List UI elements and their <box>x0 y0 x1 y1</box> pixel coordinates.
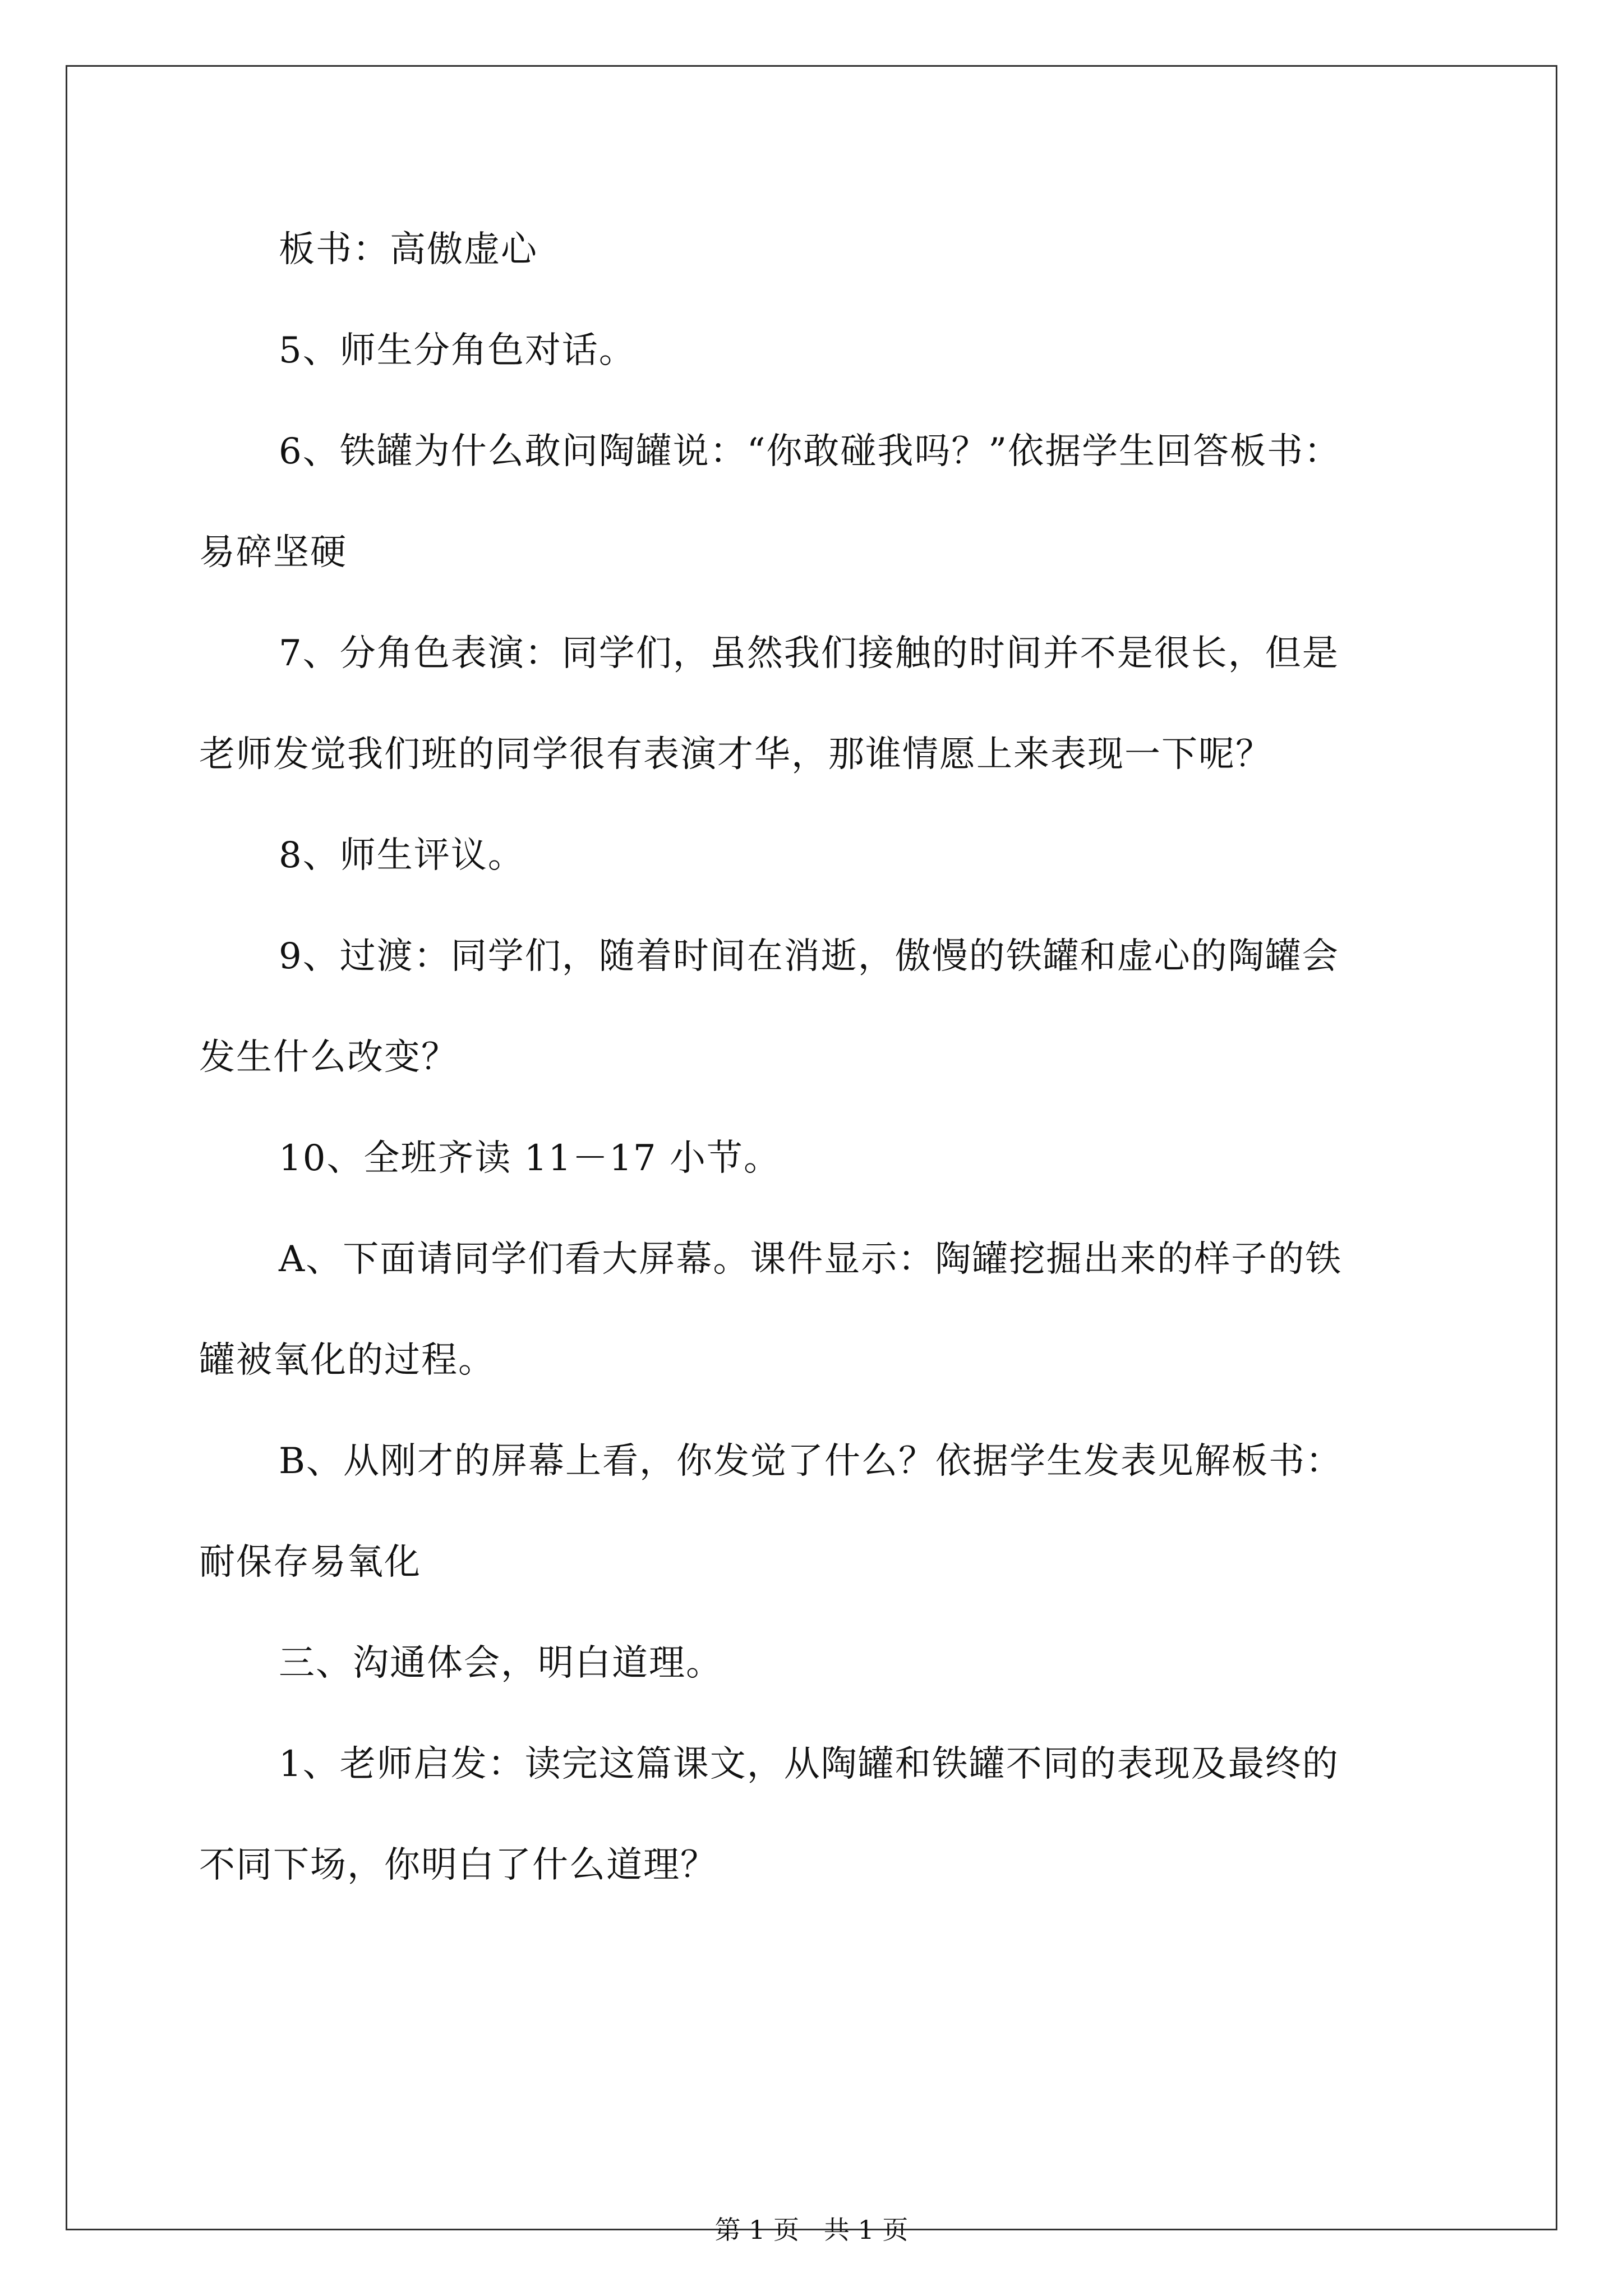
text-line-16: 1、老师启发：读完这篇课文，从陶罐和铁罐不同的表现及最终的 <box>279 1743 1339 1785</box>
text-line-4: 易碎坚硬 <box>199 532 347 573</box>
text-line-6: 老师发觉我们班的同学很有表演才华，那谁情愿上来表现一下呢？ <box>199 734 1272 775</box>
text-line-14: 耐保存易氧化 <box>199 1542 421 1583</box>
text-line-1: 板书：高傲虚心 <box>279 229 538 270</box>
text-line-15: 三、沟通体会，明白道理。 <box>279 1642 723 1684</box>
text-line-9: 发生什么改变？ <box>199 1037 458 1078</box>
text-line-17: 不同下场，你明白了什么道理？ <box>199 1844 717 1886</box>
text-line-5: 7、分角色表演：同学们，虽然我们接触的时间并不是很长，但是 <box>279 633 1339 674</box>
text-line-10: 10、全班齐读 11－17 小节。 <box>279 1138 781 1179</box>
text-line-2: 5、师生分角色对话。 <box>279 330 636 371</box>
text-line-8: 9、过渡：同学们，随着时间在消逝，傲慢的铁罐和虚心的陶罐会 <box>279 936 1339 977</box>
text-line-12: 罐被氧化的过程。 <box>199 1340 495 1381</box>
text-line-3: 6、铁罐为什么敢问陶罐说：“你敢碰我吗？”依据学生回答板书： <box>279 431 1341 472</box>
text-line-11: A、下面请同学们看大屏幕。课件显示：陶罐挖掘出来的样子的铁 <box>279 1239 1343 1280</box>
page-footer: 第 1 页 共 1 页 <box>714 2215 909 2245</box>
text-line-7: 8、师生评议。 <box>279 835 525 876</box>
text-line-13: B、从刚才的屏幕上看，你发觉了什么？依据学生发表见解板书： <box>279 1441 1343 1482</box>
